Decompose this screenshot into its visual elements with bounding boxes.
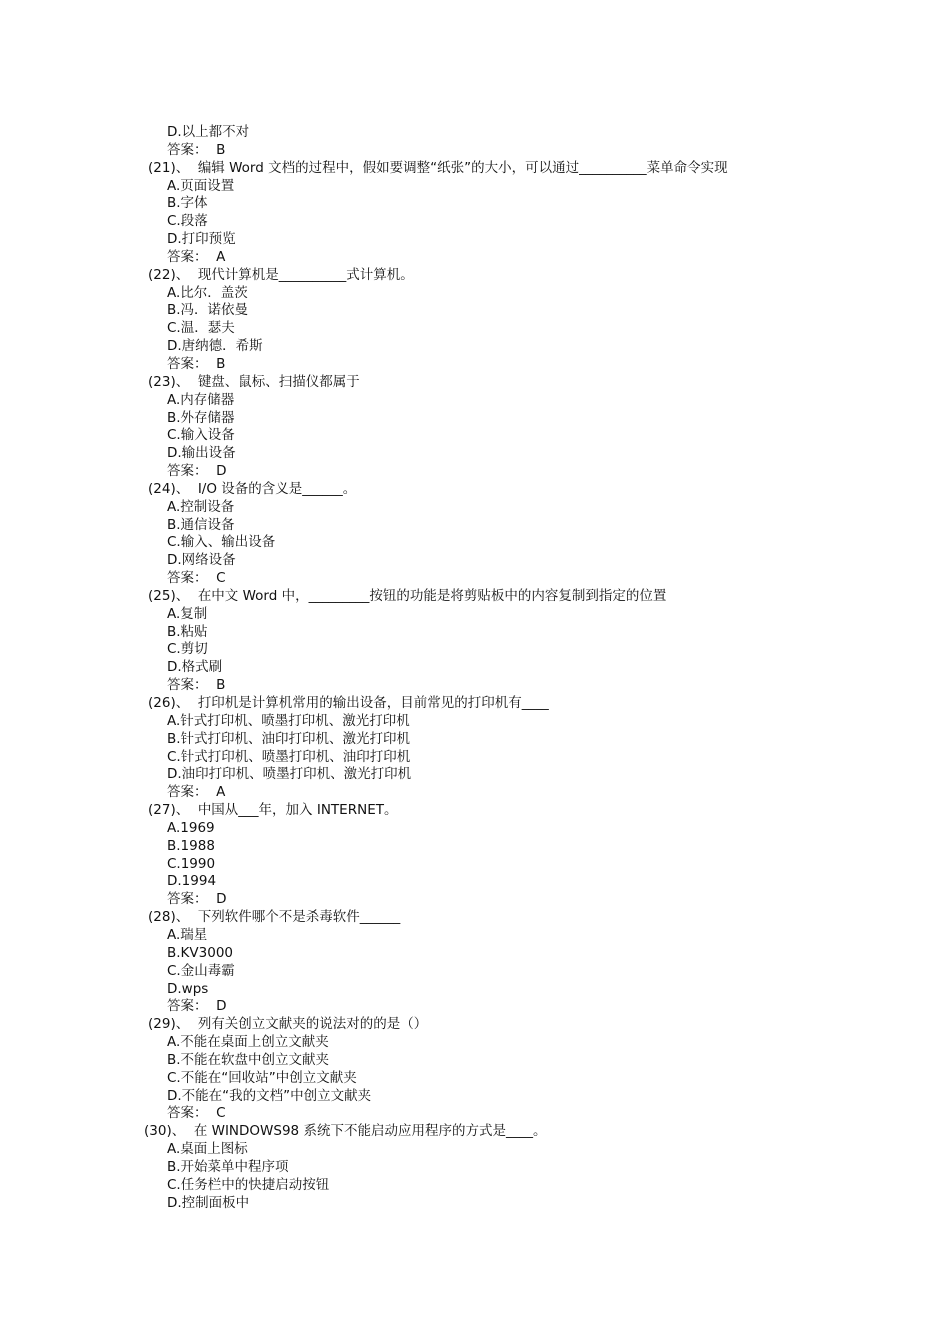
option-line: B.粘贴 [167,623,208,640]
option-line: A.1969 [167,819,215,836]
option-line: D.格式刷 [167,659,223,676]
question-text: 现代计算机是__________式计算机。 [197,266,414,283]
option-line: C.金山毒霸 [167,962,235,979]
question-line [0,267,950,285]
option-line: C.1990 [167,855,216,872]
option-line: A.瑞星 [167,926,208,943]
question-line [0,160,950,178]
question-number: (24)、 [148,480,190,497]
option-line: C.输入设备 [167,427,235,444]
option-line: D.不能在“我的文档”中创立文献夹 [167,1087,372,1104]
question-number: (22)、 [148,266,190,283]
question-line [0,588,950,606]
option-line: D.唐纳德．希斯 [167,338,263,355]
option-line: C.针式打印机、喷墨打印机、油印打印机 [167,748,411,765]
option-line: D.控制面板中 [167,1194,250,1211]
answer-line: 答案： D [167,891,227,908]
answer-line: 答案： B [167,141,226,158]
answer-line: 答案： A [167,248,226,265]
question-number: (30)、 [144,1123,186,1140]
option-line: B.冯．诺依曼 [167,302,249,319]
answer-line: 答案： B [167,677,226,694]
answer-line: 答案： C [167,570,226,587]
question-number: (28)、 [148,909,190,926]
question-text: 编辑 Word 文档的过程中，假如要调整“纸张”的大小，可以通过__________菜单命令实现 [197,159,728,176]
option-line: D.油印打印机、喷墨打印机、激光打印机 [167,766,412,783]
option-line: B.不能在软盘中创立文献夹 [167,1051,330,1068]
question-line [0,695,950,713]
question-text: 在 WINDOWS98 系统下不能启动应用程序的方式是____。 [193,1123,547,1140]
answer-line: 答案： D [167,463,227,480]
answer-line: 答案： A [167,784,226,801]
question-line [0,481,950,499]
question-line [0,802,950,820]
question-line [0,374,950,392]
answer-line: 答案： C [167,1105,226,1122]
option-line: B.外存储器 [167,409,235,426]
question-line [0,1016,950,1034]
option-line: B.针式打印机、油印打印机、激光打印机 [167,730,411,747]
option-line: B.通信设备 [167,516,235,533]
option-line: A.页面设置 [167,177,235,194]
question-line [0,909,950,927]
option-line: D.输出设备 [167,445,236,462]
option-line: C.任务栏中的快捷启动按钮 [167,1176,330,1193]
option-line: B.字体 [167,195,208,212]
option-line: B.1988 [167,837,215,854]
option-line: D.wps [167,980,209,997]
option-line: D.打印预览 [167,231,236,248]
answer-line: 答案： B [167,355,226,372]
question-text: 列有关创立文献夹的说法对的的是（） [197,1016,428,1033]
question-text: 在中文 Word 中，_________按钮的功能是将剪贴板中的内容复制到指定的位置 [197,587,667,604]
question-text: I/O 设备的含义是______。 [197,480,357,497]
option-line: C.剪切 [167,641,208,658]
answer-line: 答案： D [167,998,227,1015]
question-number: (29)、 [148,1016,190,1033]
option-line: B.开始菜单中程序项 [167,1158,289,1175]
option-line: C.温．瑟夫 [167,320,235,337]
option-line: D.1994 [167,873,217,890]
question-document [0,124,950,1212]
question-number: (23)、 [148,373,190,390]
option-line: A.控制设备 [167,498,235,515]
option-line: A.比尔．盖茨 [167,284,248,301]
option-line: D.以上都不对 [167,124,250,140]
question-number: (27)、 [148,802,190,819]
option-line: A.针式打印机、喷墨打印机、激光打印机 [167,712,410,729]
question-line [0,1123,950,1141]
option-line: C.不能在“回收站”中创立文献夹 [167,1069,357,1086]
option-line: C.段落 [167,213,208,230]
question-number: (21)、 [148,159,190,176]
question-number: (25)、 [148,587,190,604]
question-text: 键盘、鼠标、扫描仪都属于 [197,373,360,390]
question-number: (26)、 [148,695,190,711]
option-line: A.内存储器 [167,391,235,408]
option-line: A.不能在桌面上创立文献夹 [167,1034,329,1051]
question-text: 下列软件哪个不是杀毒软件______ [197,909,401,926]
question-text: 打印机是计算机常用的输出设备，目前常见的打印机有____ [197,695,549,711]
question-text: 中国从___年，加入 INTERNET。 [197,802,398,819]
option-line: C.输入、输出设备 [167,534,276,551]
option-line: A.桌面上图标 [167,1141,248,1158]
option-line: D.网络设备 [167,552,236,569]
option-line: A.复制 [167,605,208,622]
option-line: B.KV3000 [167,944,233,961]
